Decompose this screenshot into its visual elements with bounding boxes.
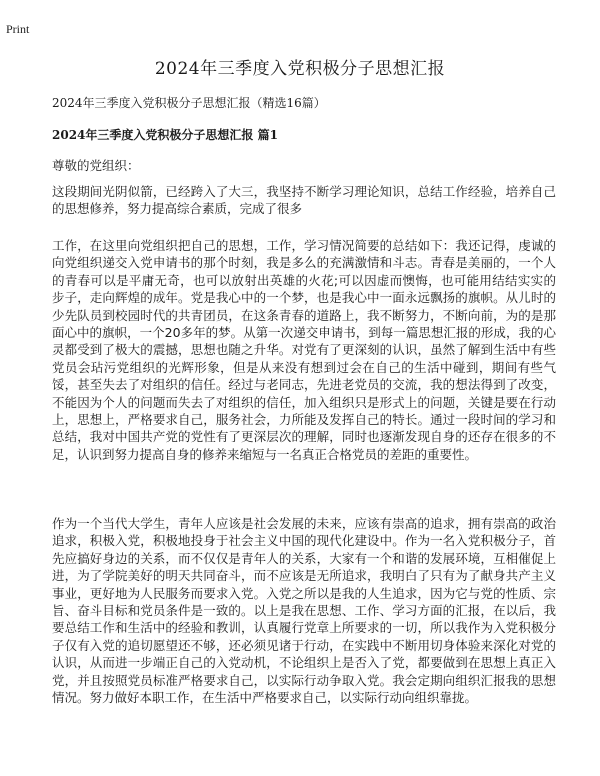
paragraph-2: 工作，在这里向党组织把自己的思想，工作，学习情况简要的总结如下：我还记得，虔诚的向党组织递交入党申请书的那个时刻，我是多么的充满激情和斗志。青春是美丽的，一个人的青春可以是平庸无奇，也可以放射出英雄的火花;可以因虚而懊悔，也可能用结结实实的步子，走向辉煌的成年。党是我心中的一个梦，也是我心中一面永远飘扬的旗帜。从儿时的少先队员到校园时代的共青团员，在这条青春的道路上，我不断努力，不断向前，为的是那面心中的旗帜，一个20多年的梦。从第一次递交申请书，到每一篇思想汇报的形成，我的心灵都受到了极大的震撼，思想也随之升华。对党有了更深刻的认识，虽然了解到生活中有些党员会玷污党组织的光辉形象，但是从来没有想到过会在自己的生活中碰到，期间有些气馁，甚至失去了对组织的信任。经过与老同志，先进老党员的交流，我的想法得到了改变，不能因为个人的问题而失去了对组织的信任，加入组织只是形式上的问题，关键是要在行动上，思想上，严格要求自己，服务社会，力所能及发挥自己的特长。通过一段时间的学习和总结，我对中国共产党的党性有了更深层次的理解，同时也逐渐发现自身的还存在很多的不足，认识到努力提高自身的修养来缩短与一名真正合格党员的差距的重要性。	[52, 238, 556, 462]
paragraph-3: 作为一个当代大学生，青年人应该是社会发展的未来，应该有崇高的追求，拥有崇高的政治追求，积极入党，积极地投身于社会主义中国的现代化建设中。作为一名入党积极分子，首先应搞好身边的关系，而不仅仅是青年人的关系，大家有一个和谐的发展环境，互相催促上进，为了学院美好的明天共同奋斗，而不应该是无所追求，我明白了只有为了献身共产主义事业，更好地为人民服务而要求入党。入党之所以是我的人生追求，因为它与党的性质、宗旨、奋斗目标和党员条件是一致的。以上是我在思想、工作、学习方面的汇报，在以后，我要总结工作和生活中的经验和教训，认真履行党章上所要求的一切，所以我作为入党积极分子仅有入党的追切愿望还不够，还必须见诸于行动，在实践中不断用切身体验来深化对党的认识，从而进一步端正自己的入党动机，不论组织上是否入了党，都要做到在思想上真正入党，并且按照党员标准严格要求自己，以实际行动争取入党。我会定期向组织汇报我的思想情况。努力做好本职工作，在生活中严格要求自己，以实际行动向组织靠拢。	[52, 516, 556, 706]
paragraph-1: 这段期间光阴似箭，已经跨入了大三，我坚持不断学习理论知识，总结工作经验，培养自己的思想修养，努力提高综合素质，完成了很多	[52, 184, 556, 217]
print-link[interactable]: Print	[6, 22, 30, 36]
section-heading: 2024年三季度入党积极分子思想汇报 篇1	[52, 128, 278, 142]
document-subtitle: 2024年三季度入党积极分子思想汇报（精选16篇）	[52, 96, 326, 110]
document-title: 2024年三季度入党积极分子思想汇报	[154, 59, 446, 79]
salutation: 尊敬的党组织：	[52, 158, 140, 173]
